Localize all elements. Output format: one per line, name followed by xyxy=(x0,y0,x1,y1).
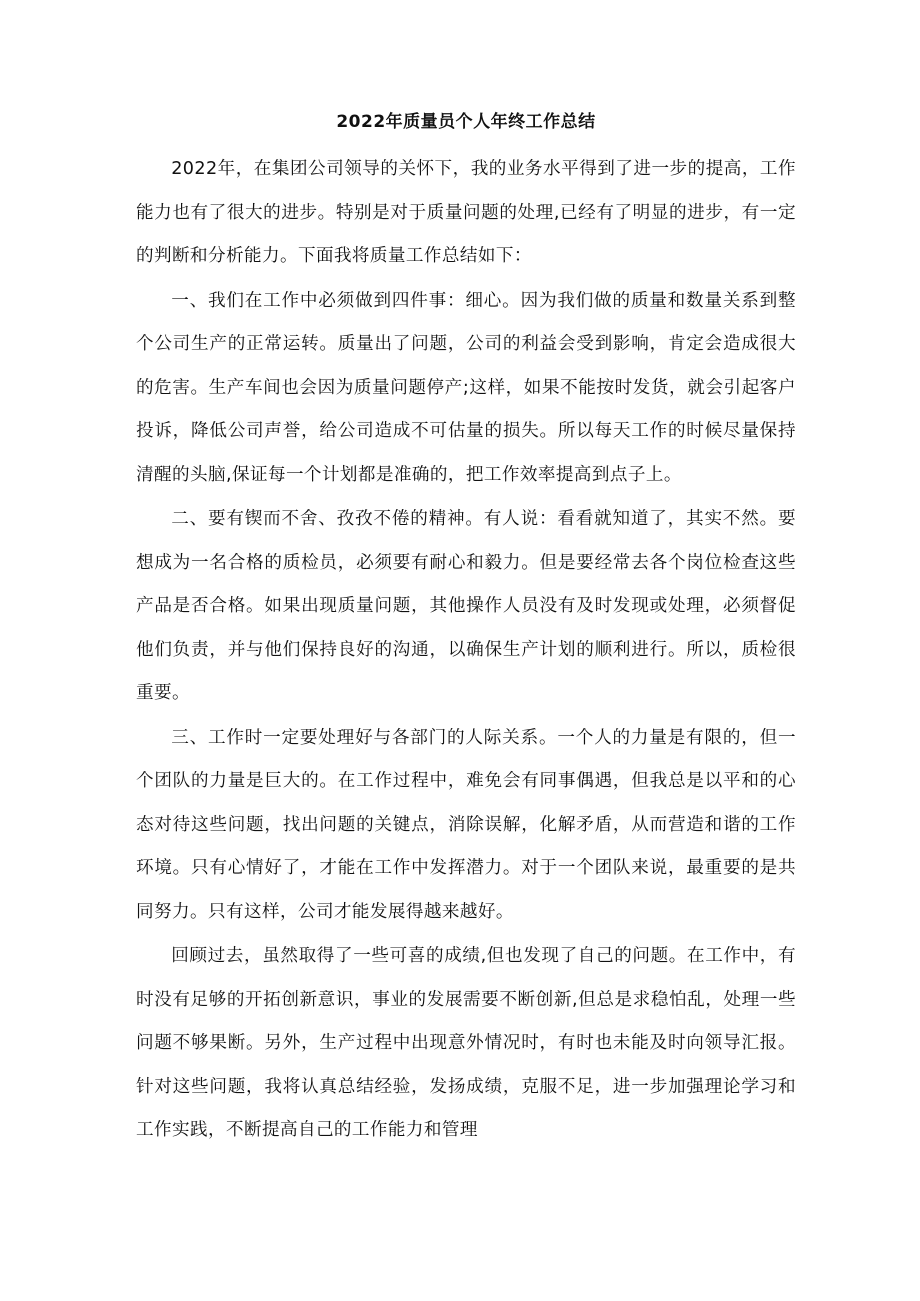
document-page xyxy=(136,96,796,1153)
document-title: 2022年质量员个人年终工作总结 xyxy=(336,112,596,132)
paragraph-point-two: 二、要有锲而不舍、孜孜不倦的精神。有人说：看看就知道了，其实不然。要想成为一名合格的质检员，必须要有耐心和毅力。但是要经常去各个岗位检查这些产品是否合格。如果出现质量问题，其他操作人员没有及时发现或处理，必须督促他们负责，并与他们保持良好的沟通，以确保生产计划的顺利进行。所以，质检很重要。 xyxy=(136,509,796,703)
paragraph-review: 回顾过去，虽然取得了一些可喜的成绩,但也发现了自己的问题。在工作中，有时没有足够的开拓创新意识，事业的发展需要不断创新,但总是求稳怕乱，处理一些问题不够果断。另外，生产过程中出现意外情况时，有时也未能及时向领导汇报。针对这些问题，我将认真总结经验，发扬成绩，克服不足，进一步加强理论学习和工作实践，不断提高自己的工作能力和管理 xyxy=(136,946,796,1140)
paragraph-intro: 2022年，在集团公司领导的关怀下，我的业务水平得到了进一步的提高，工作能力也有了很大的进步。特别是对于质量问题的处理,已经有了明显的进步，有一定的判断和分析能力。下面我将质量工作总结如下： xyxy=(136,159,796,266)
paragraph-point-one: 一、我们在工作中必须做到四件事：细心。因为我们做的质量和数量关系到整个公司生产的正常运转。质量出了问题，公司的利益会受到影响，肯定会造成很大的危害。生产车间也会因为质量问题停产;这样，如果不能按时发货，就会引起客户投诉，降低公司声誉，给公司造成不可估量的损失。所以每天工作的时候尽量保持清醒的头脑,保证每一个计划都是准确的，把工作效率提高到点子上。 xyxy=(136,290,796,485)
paragraph-point-three: 三、工作时一定要处理好与各部门的人际关系。一个人的力量是有限的，但一个团队的力量是巨大的。在工作过程中，难免会有同事偶遇，但我总是以平和的心态对待这些问题，找出问题的关键点，消除误解，化解矛盾，从而营造和谐的工作环境。只有心情好了，才能在工作中发挥潜力。对于一个团队来说，最重要的是共同努力。只有这样，公司才能发展得越来越好。 xyxy=(136,727,796,922)
